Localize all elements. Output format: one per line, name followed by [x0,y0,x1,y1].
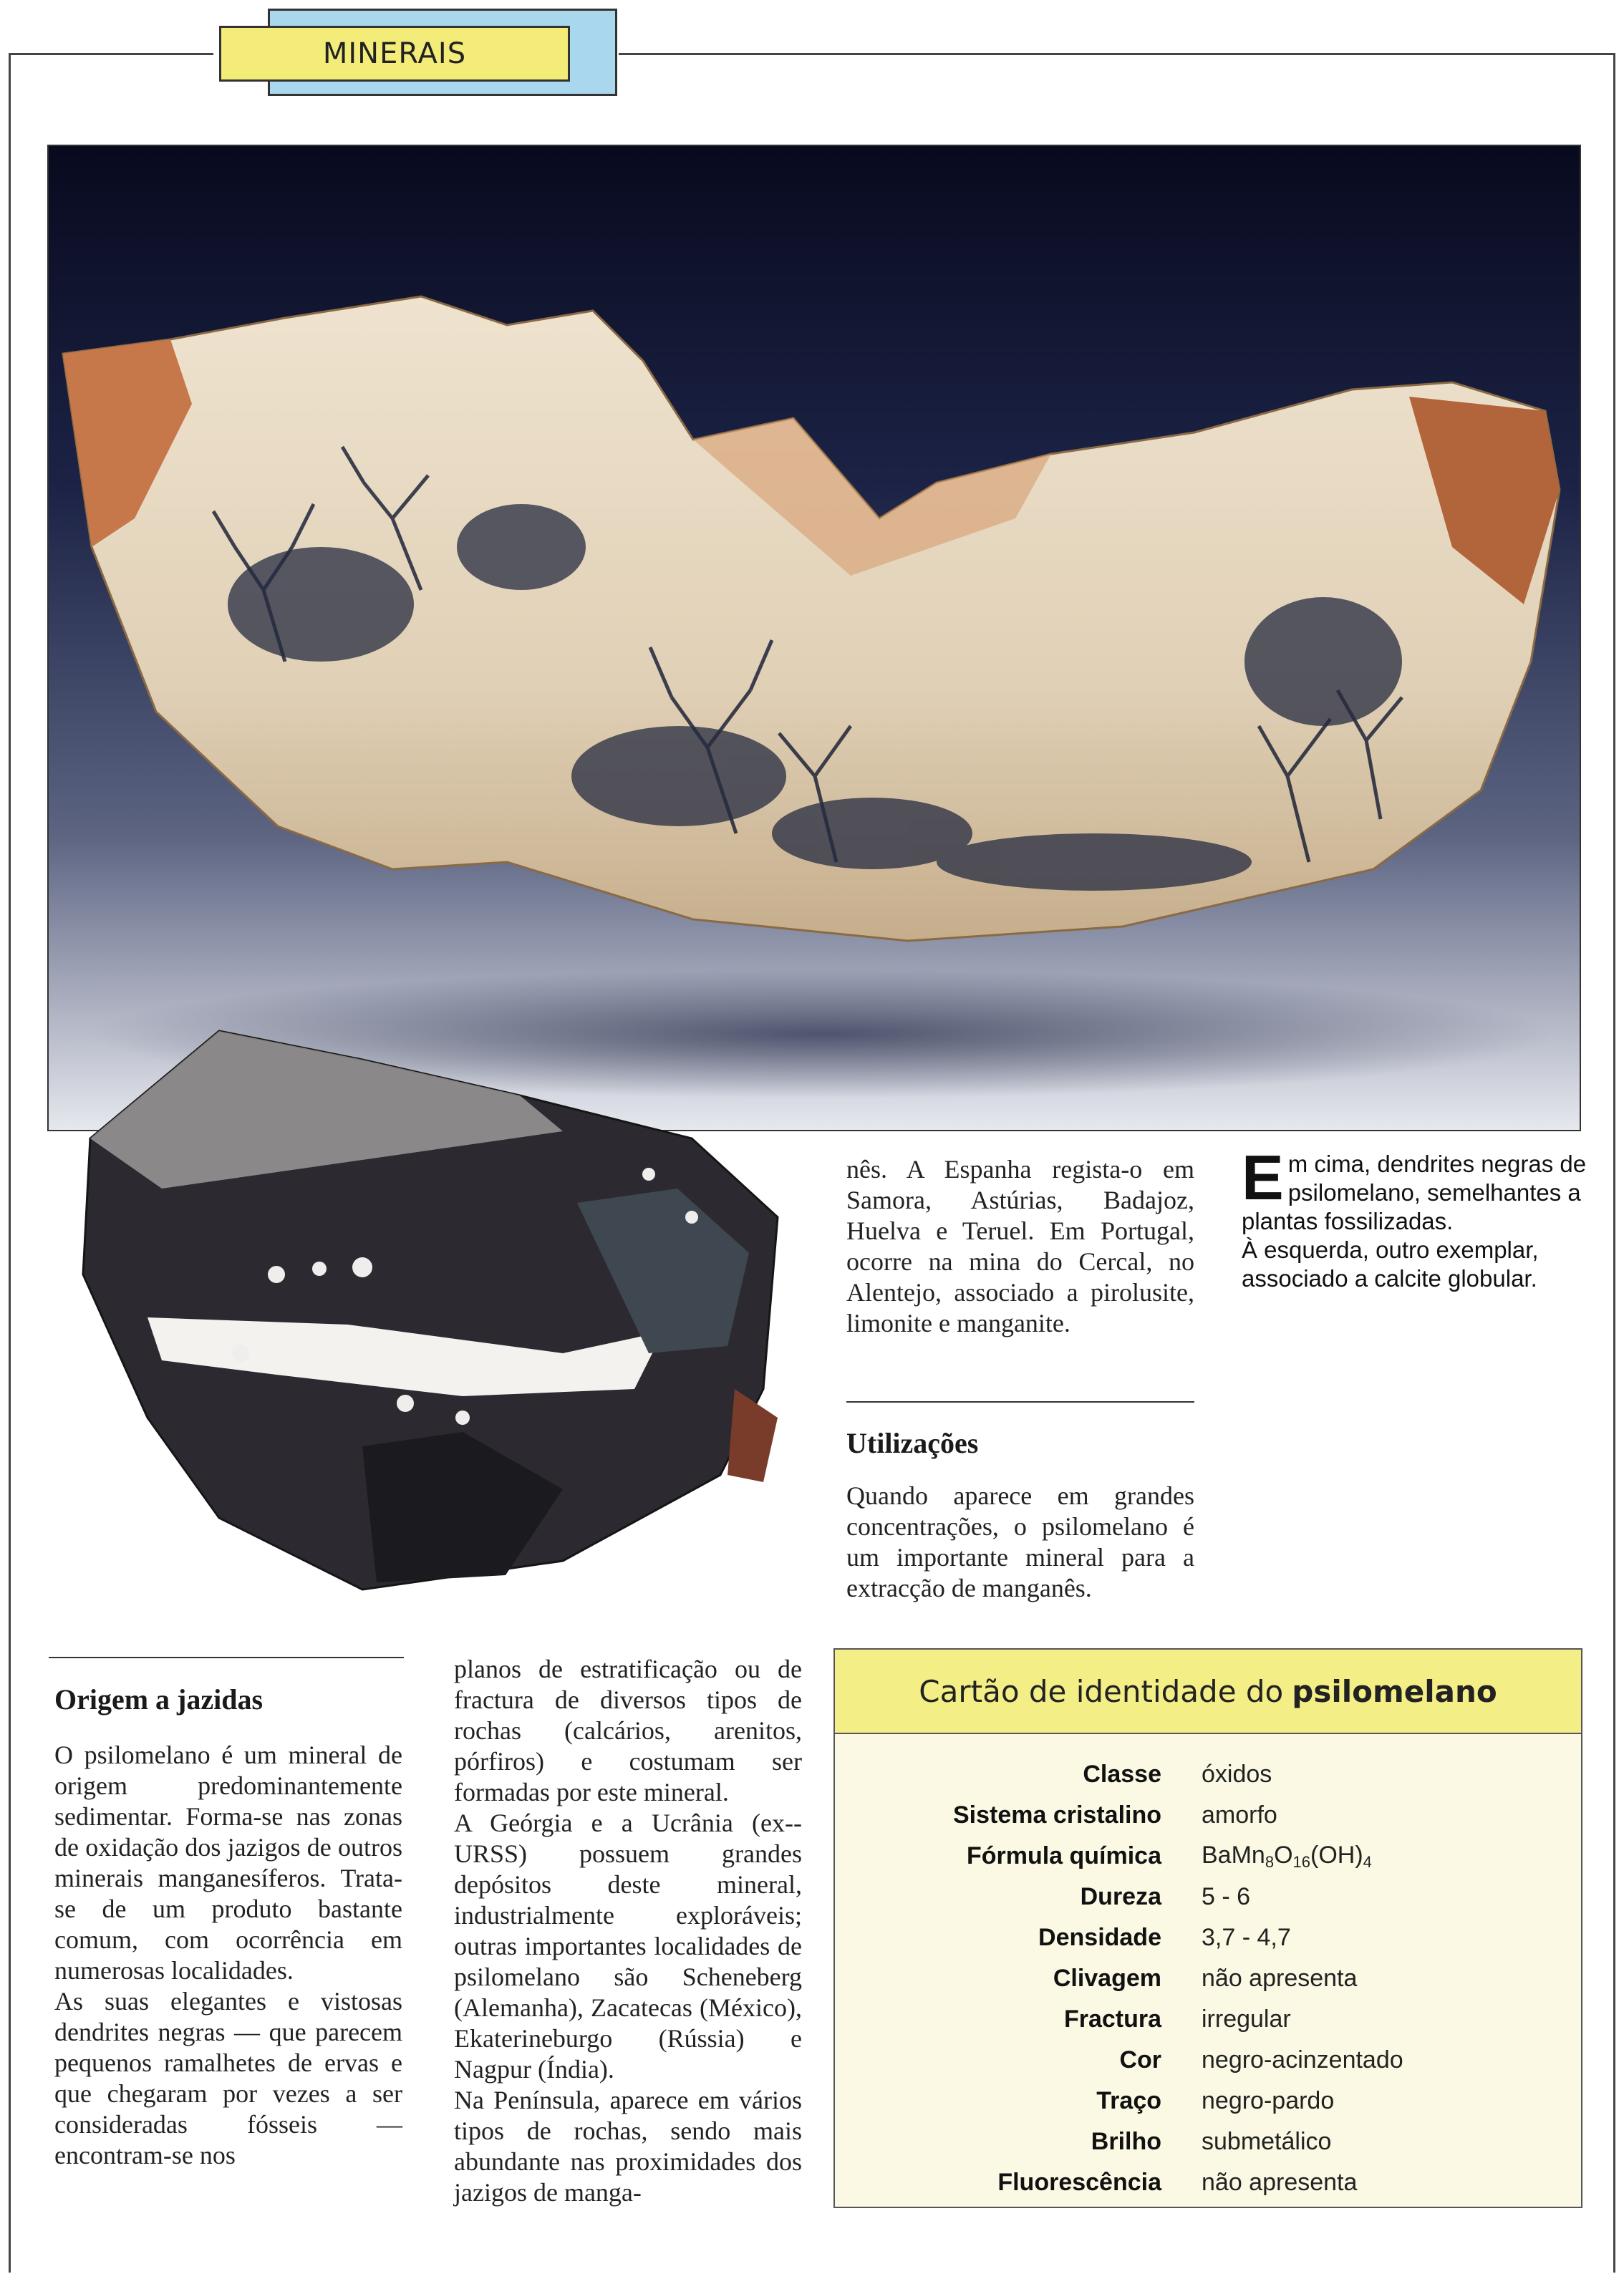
card-row-value: 5 - 6 [1202,1883,1251,1910]
card-row-value: submetálico [1202,2128,1332,2155]
card-title-prefix: Cartão de identidade do [919,1673,1284,1709]
card-row [835,1999,1581,2040]
origem-column [54,1740,402,2171]
card-row-value: negro-acinzentado [1202,2046,1403,2074]
section-tab [219,26,570,82]
card-row-label: Clivagem [1053,1965,1161,1992]
card-row-value: óxidos [1202,1761,1272,1788]
origem-heading: Origem a jazidas [54,1683,264,1716]
mid-column-text: nês. A Espanha regista-o em Samora, Astúrias, Badajoz, Huelva e Teruel. Em Portugal, ocorre na mina do Cercal, no Alentejo, associado a pirolusite, limonite e manganite. [846,1155,1194,1337]
identity-card [833,1648,1582,2208]
card-row-value: irregular [1202,2005,1291,2033]
origem-paragraph: O psilomelano é um mineral de origem predominantemente sedimentar. Forma-se nas zonas de oxidação dos jazigos de outros minerais manganesíferos. Trata-se de um produto bastante comum, com ocorrência em numerosas localidades. [54,1741,402,1985]
card-row [835,1795,1581,1836]
card-row-label: Classe [1083,1761,1161,1788]
calcite-specimen-illustration [62,1017,792,1618]
card-row-label: Fórmula química [966,1842,1161,1869]
card-row-value: negro-pardo [1202,2087,1335,2114]
card-row-label: Traço [1096,2087,1161,2114]
card-row-value: não apresenta [1202,1965,1358,1992]
card-row [835,2040,1581,2081]
card-row-label: Dureza [1080,1883,1161,1910]
col2-paragraph: planos de estratificação ou de fractura de diversos tipos de rochas (calcários, arenitos, pórfiros) e costumam ser formadas por este mineral. [454,1655,802,1806]
col2-paragraph: A Geórgia e a Ucrânia (ex--URSS) possuem grandes depósitos deste mineral, industrialmente exploráveis; outras importantes localidades de psilomelano são Scheneberg (Alemanha), Zacatecas (México), Ekaterineburgo (Rússia) e Nagpur (Índia). [454,1809,802,2084]
section-label: MINERAIS [322,37,467,70]
card-row-label: Cor [1119,2046,1161,2074]
card-row-value: amorfo [1202,1801,1277,1829]
caption-drop-letter: E [1242,1142,1284,1213]
card-row-label: Densidade [1038,1924,1161,1951]
card-row-value: 3,7 - 4,7 [1202,1924,1291,1951]
dendrite-specimen-illustration [49,146,1580,1130]
second-text-column [454,1654,802,2208]
caption-text-first: m cima, dendrites negras de psilomelano, semelhantes a plantas fossilizadas. [1242,1151,1587,1234]
card-row-label: Fluorescência [997,2169,1161,2196]
card-row-label: Sistema cristalino [952,1801,1161,1829]
utilizacoes-text: Quando aparece em grandes concentrações, o psilomelano é um importante mineral para a extracção de manganês. [846,1481,1194,1602]
card-row [835,2121,1581,2162]
identity-card-rows [835,1754,1581,2203]
card-row [835,2081,1581,2121]
card-row [835,2162,1581,2203]
card-row-label: Fractura [1063,2005,1161,2033]
card-row-value-formula: $BaMn_8O_{16}(OH)_4$ [1202,1841,1372,1871]
main-specimen-photo [47,145,1581,1131]
card-row [835,1754,1581,1795]
card-row-value: não apresenta [1202,2169,1358,2196]
card-title-mineral: psilomelano [1292,1673,1497,1709]
card-row [835,1917,1581,1958]
col2-paragraph: Na Península, aparece em vários tipos de rochas, sendo mais abundante nas proximidades dos jazigos de manga- [454,2086,802,2207]
card-row [835,1958,1581,1999]
utilizacoes-heading: Utilizações [846,1427,979,1459]
origem-paragraph: As suas elegantes e vistosas dendrites negras — que parecem pequenos ramalhetes de ervas e que chegaram por vezes a ser consideradas fósseis — encontram-se nos [54,1987,402,2169]
card-row [835,1877,1581,1917]
section-divider [846,1401,1194,1403]
section-divider [49,1657,404,1658]
card-row [835,1836,1581,1877]
card-row-label: Brilho [1091,2128,1161,2155]
identity-card-title [835,1650,1581,1734]
caption-text-second: À esquerda, outro exemplar, associado a calcite globular. [1242,1237,1539,1292]
photo-caption [1242,1142,1594,1293]
second-specimen-photo [62,1017,792,1618]
